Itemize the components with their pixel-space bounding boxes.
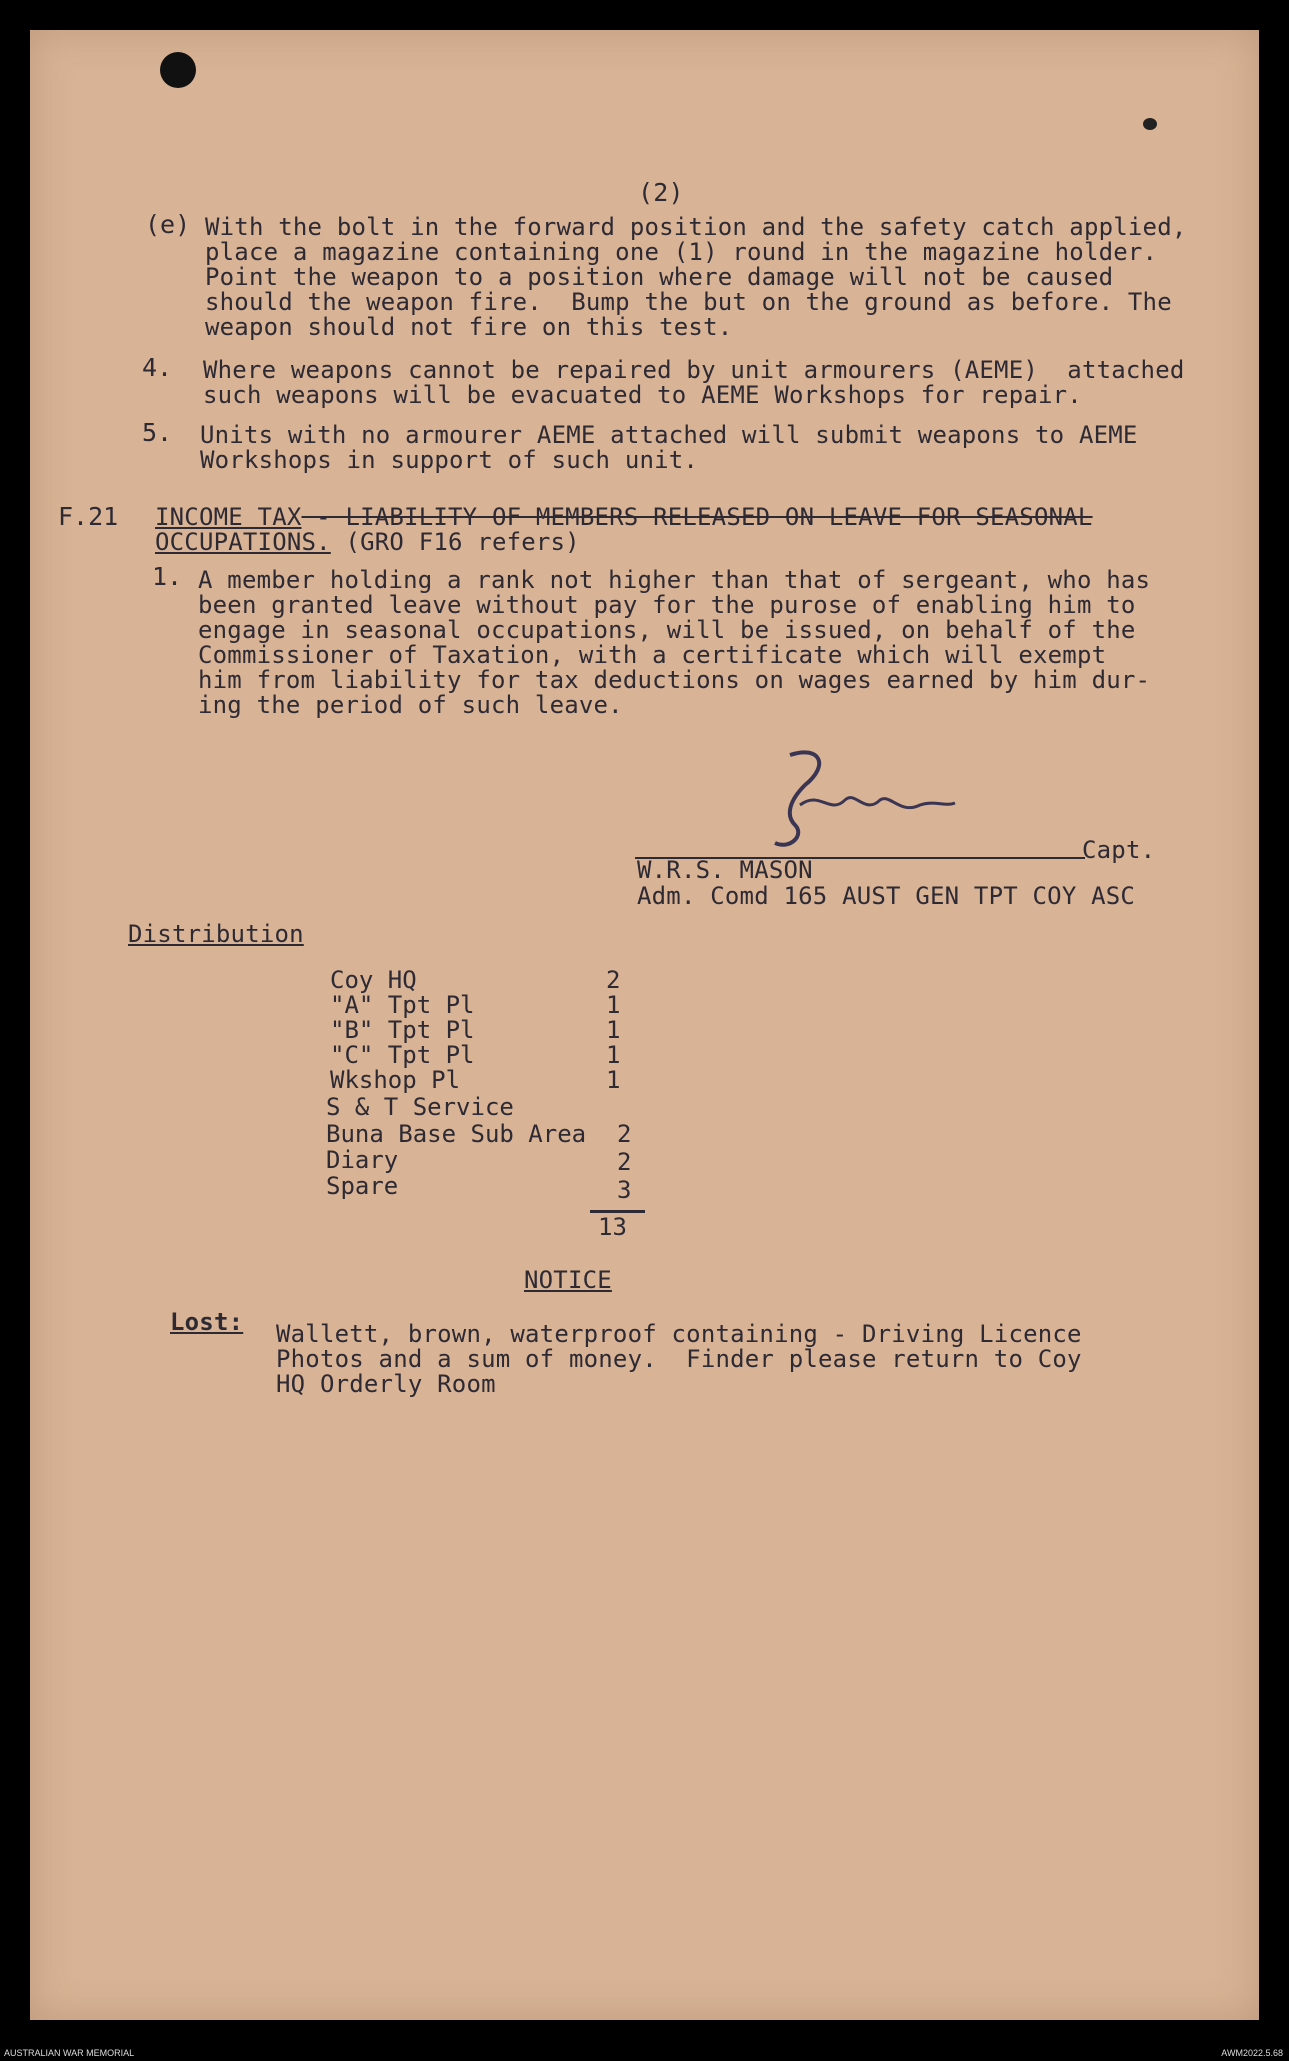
distribution-qty: 3 — [617, 1176, 632, 1204]
f21-heading-ref: (GRO F16 refers) — [330, 528, 580, 556]
f21-marker: F.21 — [58, 502, 119, 531]
signature-name: W.R.S. MASON — [637, 856, 813, 884]
distribution-unit: Wkshop Pl — [330, 1066, 461, 1094]
f21-line: A member holding a rank not higher than that of sergeant, who has — [198, 566, 1151, 594]
item-4-line: Where weapons cannot be repaired by unit armourers (AEME) attached — [203, 356, 1185, 384]
distribution-qty: 2 — [606, 966, 621, 994]
item-5-marker: 5. — [142, 418, 173, 447]
item-4-line: such weapons will be evacuated to AEME Workshops for repair. — [203, 381, 1082, 409]
section-e-line: With the bolt in the forward position and the safety catch applied, — [205, 213, 1187, 241]
f21-heading — [155, 505, 1093, 530]
f21-heading-income-tax: INCOME TAX — [155, 503, 302, 531]
distribution-qty: 1 — [606, 1066, 621, 1094]
distribution-qty: 1 — [606, 991, 621, 1019]
distribution-total: 13 — [598, 1213, 627, 1241]
distribution-qty: 2 — [617, 1120, 632, 1148]
distribution-heading: Distribution — [128, 920, 304, 948]
item-5-line: Units with no armourer AEME attached will submit weapons to AEME — [200, 421, 1138, 449]
distribution-qty: 1 — [606, 1041, 621, 1069]
distribution-unit: Coy HQ — [330, 966, 417, 994]
distribution-unit: "B" Tpt Pl — [330, 1016, 475, 1044]
ink-spot — [1143, 118, 1157, 130]
f21-heading-line2 — [155, 530, 580, 555]
item-4-marker: 4. — [142, 353, 173, 382]
signature-title: Adm. Comd 165 AUST GEN TPT COY ASC — [637, 882, 1136, 910]
notice-heading: NOTICE — [524, 1266, 612, 1294]
f21-heading-struck: - LIABILITY OF MEMBERS RELEASED ON LEAVE FOR SEASONAL — [301, 503, 1093, 531]
distribution-unit: Diary — [326, 1146, 399, 1174]
notice-line: Wallett, brown, waterproof containing - Driving Licence — [276, 1320, 1082, 1348]
notice-line: HQ Orderly Room — [276, 1370, 496, 1398]
section-e-marker: (e) — [145, 210, 191, 239]
handwritten-signature — [760, 745, 960, 855]
f21-para-marker: 1. — [152, 562, 183, 591]
section-e-line: should the weapon fire. Bump the but on the ground as before. The — [205, 288, 1172, 316]
distribution-unit: Buna Base Sub Area — [326, 1120, 587, 1148]
punch-hole — [160, 52, 196, 88]
f21-heading-occupations: OCCUPATIONS. — [155, 528, 331, 556]
distribution-unit: S & T Service — [326, 1093, 514, 1121]
footer-source: AUSTRALIAN WAR MEMORIAL — [4, 2048, 135, 2058]
distribution-qty: 2 — [617, 1148, 632, 1176]
footer-accession: AWM2022.5.68 — [1221, 2048, 1283, 2058]
f21-line: engage in seasonal occupations, will be issued, on behalf of the — [198, 616, 1136, 644]
notice-line: Photos and a sum of money. Finder please return to Coy — [276, 1345, 1082, 1373]
page-number: (2) — [638, 178, 684, 207]
f21-line: ing the period of such leave. — [198, 691, 623, 719]
distribution-unit: "A" Tpt Pl — [330, 991, 475, 1019]
section-e-line: place a magazine containing one (1) round in the magazine holder. — [205, 238, 1158, 266]
f21-line: him from liability for tax deductions on wages earned by him dur- — [198, 666, 1151, 694]
notice-lost-label: Lost: — [170, 1308, 244, 1336]
distribution-qty: 1 — [606, 1016, 621, 1044]
f21-line: been granted leave without pay for the purose of enabling him to — [198, 591, 1136, 619]
signature-rank: Capt. — [1082, 836, 1156, 864]
item-5-line: Workshops in support of such unit. — [200, 446, 699, 474]
f21-line: Commissioner of Taxation, with a certificate which will exempt — [198, 641, 1107, 669]
distribution-unit: "C" Tpt Pl — [330, 1041, 475, 1069]
section-e-line: Point the weapon to a position where damage will not be caused — [205, 263, 1114, 291]
distribution-unit: Spare — [326, 1172, 399, 1200]
section-e-line: weapon should not fire on this test. — [205, 313, 733, 341]
